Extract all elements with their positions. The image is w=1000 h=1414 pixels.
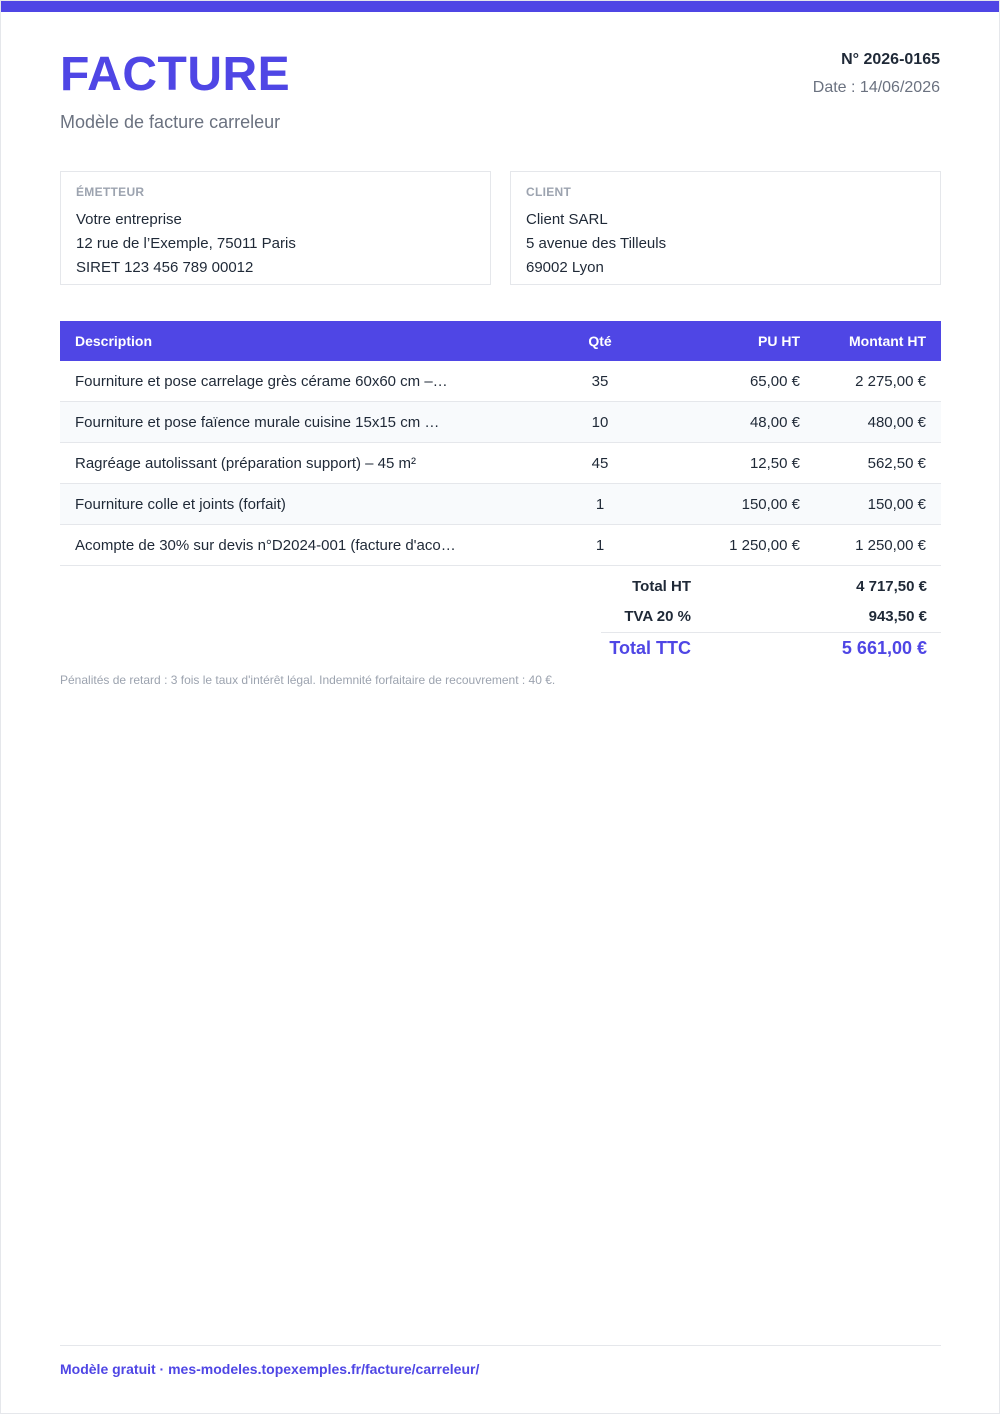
table-row	[60, 361, 941, 402]
row-description: Fourniture colle et joints (forfait)	[60, 484, 560, 525]
footer-link[interactable]: Modèle gratuit · mes-modeles.topexemples.fr/facture/carreleur/	[60, 1361, 480, 1377]
client-label: CLIENT	[526, 185, 572, 199]
client-city: 69002 Lyon	[526, 259, 604, 276]
row-unit-price: 12,50 €	[640, 443, 815, 484]
row-unit-price: 65,00 €	[640, 361, 815, 402]
row-amount: 480,00 €	[815, 402, 941, 443]
items-table	[60, 321, 941, 566]
table-row	[60, 402, 941, 443]
total-ht-row	[601, 572, 941, 602]
table-row	[60, 525, 941, 566]
row-description: Ragréage autolissant (préparation support) – 45 m²	[60, 443, 560, 484]
total-ttc-label: Total TTC	[609, 638, 691, 658]
row-qty: 10	[560, 402, 640, 443]
invoice-meta	[813, 50, 940, 98]
client-name: Client SARL	[526, 211, 608, 228]
row-description: Fourniture et pose carrelage grès cérame 60x60 cm –…	[60, 361, 560, 402]
invoice-date: Date : 14/06/2026	[812, 79, 940, 96]
total-ht-value: 4 717,50 €	[856, 578, 927, 595]
row-amount: 562,50 €	[815, 443, 941, 484]
payment-terms-note: Pénalités de retard : 3 fois le taux d'intérêt légal. Indemnité forfaitaire de recouvrement : 40 €.	[60, 673, 556, 687]
emitter-siret: SIRET 123 456 789 00012	[76, 259, 254, 276]
row-amount: 150,00 €	[815, 484, 941, 525]
emitter-card	[60, 171, 491, 285]
header-description: Description	[60, 321, 560, 361]
row-unit-price: 1 250,00 €	[640, 525, 815, 566]
tva-value: 943,50 €	[868, 608, 927, 625]
document-title: FACTURE	[60, 48, 291, 101]
row-amount: 1 250,00 €	[815, 525, 941, 566]
row-qty: 35	[560, 361, 640, 402]
footer-divider	[60, 1345, 941, 1346]
header-unit-price: PU HT	[640, 321, 815, 361]
emitter-label: ÉMETTEUR	[76, 185, 145, 199]
row-amount: 2 275,00 €	[815, 361, 941, 402]
table-header-row	[60, 321, 941, 361]
row-qty: 45	[560, 443, 640, 484]
row-qty: 1	[560, 484, 640, 525]
row-description: Fourniture et pose faïence murale cuisine 15x15 cm …	[60, 402, 560, 443]
header-qty: Qté	[560, 321, 640, 361]
invoice-number: N° 2026-0165	[841, 51, 940, 68]
row-unit-price: 150,00 €	[640, 484, 815, 525]
document-subtitle: Modèle de facture carreleur	[60, 112, 281, 132]
row-qty: 1	[560, 525, 640, 566]
table-row	[60, 484, 941, 525]
emitter-address: 12 rue de l’Exemple, 75011 Paris	[76, 235, 296, 252]
total-ttc-row	[601, 632, 941, 665]
total-ttc-value: 5 661,00 €	[841, 638, 927, 658]
totals-block	[601, 572, 941, 665]
emitter-name: Votre entreprise	[76, 211, 182, 228]
header-amount: Montant HT	[815, 321, 941, 361]
client-address: 5 avenue des Tilleuls	[526, 235, 667, 252]
table-row	[60, 443, 941, 484]
tva-row	[601, 602, 941, 632]
row-unit-price: 48,00 €	[640, 402, 815, 443]
total-ht-label: Total HT	[632, 578, 691, 595]
row-description: Acompte de 30% sur devis n°D2024-001 (facture d'aco…	[60, 525, 560, 566]
accent-bar	[1, 1, 999, 12]
client-card	[510, 171, 941, 285]
tva-label: TVA 20 %	[624, 608, 691, 625]
